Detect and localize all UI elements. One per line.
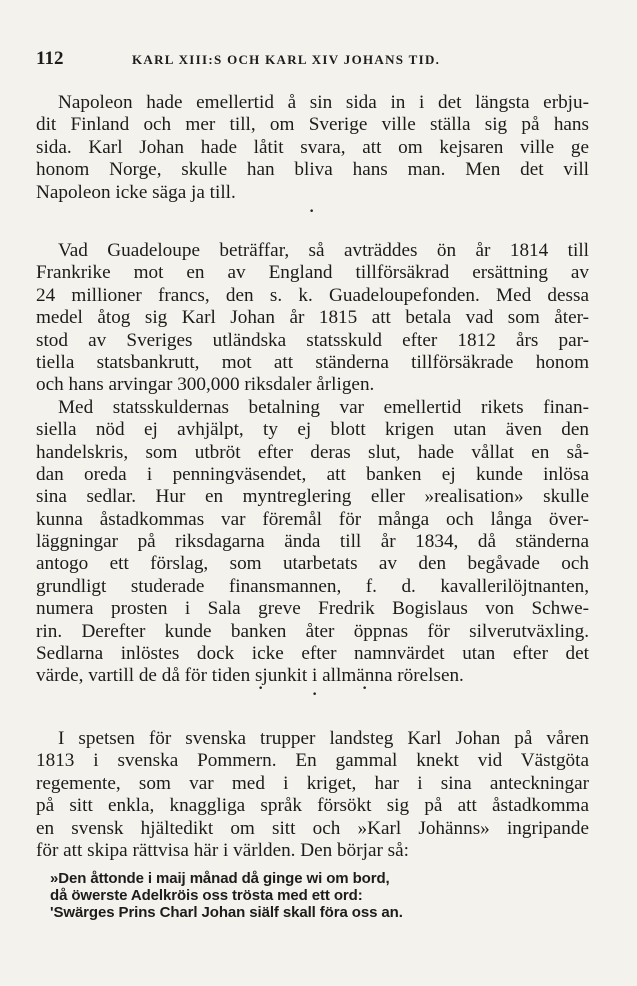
text-line: och hans arvingar 300,000 riksdaler årligen. [36,374,375,396]
text-line: siella nöd ej avhjälpt, ty ej blott krigen utan även den [36,419,589,441]
text-line: Vad Guadeloupe beträffar, så avträddes ön år 1814 till [58,240,589,261]
text-line: numera prosten i Sala greve Fredrik Bogislaus von Schwe- [36,598,589,620]
text-line: sida. Karl Johan hade låtit svara, att om kejsaren ville ge [36,136,589,158]
text-line: sina sedlar. Hur en myntreglering eller »realisation» skulle [36,486,589,508]
quoted-verse [50,870,520,921]
text-line: Napoleon hade emellertid å sin sida in i det längsta erbju- [58,92,589,113]
verse-line: »Den åttonde i maij månad då ginge wi om bord, [50,870,390,887]
text-line: dit Finland och mer till, om Sverige ville ställa sig på hans [36,114,589,136]
section-separator-dot: • [309,207,315,217]
text-line: en svensk hjältedikt om sitt och »Karl Johänns» ingripande [36,817,589,839]
text-line: Frankrike mot en av England tillförsäkrad ersättning av [36,262,589,284]
text-line: 24 millioner francs, den s. k. Guadeloupefonden. Med dessa [36,284,589,306]
text-line: för att skipa rättvisa här i världen. Den börjar så: [36,839,409,861]
section-separator-dot: • [258,684,264,694]
text-line: antogo ett förslag, som utarbetats av den begåvade och [36,553,589,575]
text-line: medel åtog sig Karl Johan år 1815 att betala vad som åter- [36,307,589,329]
text-line: på sitt enkla, knaggliga språk försökt sig på att åstadkomma [36,795,589,817]
text-line: Sedlarna inlöstes dock icke efter namnvärdet utan efter det [36,643,589,665]
text-line: 1813 i svenska Pommern. En gammal knekt vid Västgöta [36,750,589,772]
text-line: dan oreda i penningväsendet, att banken ej kunde inlösa [36,463,589,485]
verse-line: 'Swärges Prins Charl Johan siälf skall föra oss an. [50,904,403,921]
text-line: tiella statsbankrutt, mot att ständerna tillförsäkrade honom [36,351,589,373]
running-header [36,48,596,72]
section-separator-dot: • [362,684,368,694]
text-line: honom Norge, skulle han bliva hans man. Men det vill [36,159,589,181]
paragraph-guadeloupe [36,240,589,688]
text-line: grundligt studerade finansmannen, f. d. kavallerilöjtnanten, [36,575,589,597]
text-line: stod av Sveriges utländska statsskuld efter 1812 års par- [36,329,589,351]
paragraph-napoleon [36,92,589,204]
running-title: KARL XIII:S OCH KARL XIV JOHANS TID. [132,52,441,67]
text-line: handelskris, som utbröt efter deras slut, hade vållat en så- [36,441,589,463]
section-separator-dot: • [312,690,318,700]
text-line: Med statsskuldernas betalning var emellertid rikets finan- [58,396,589,418]
page-number: 112 [36,48,64,69]
text-line: rin. Derefter kunde banken åter öppnas för silverutväxling. [36,620,589,642]
text-line: Napoleon icke säga ja till. [36,181,236,203]
text-line: värde, vartill de då för tiden sjunkit i allmänna rörelsen. [36,665,464,687]
text-line: läggningar på riksdagarna ända till år 1834, då ständerna [36,531,589,553]
text-line: regemente, som var med i kriget, har i sina anteckningar [36,772,589,794]
verse-line: då öwerste Adelkröis oss trösta med ett ord: [50,887,363,904]
text-line: I spetsen för svenska trupper landsteg Karl Johan på våren [58,728,589,749]
paragraph-karl-johan [36,728,589,862]
text-line: kunna åstadkommas var föremål för många och långa över- [36,508,589,530]
